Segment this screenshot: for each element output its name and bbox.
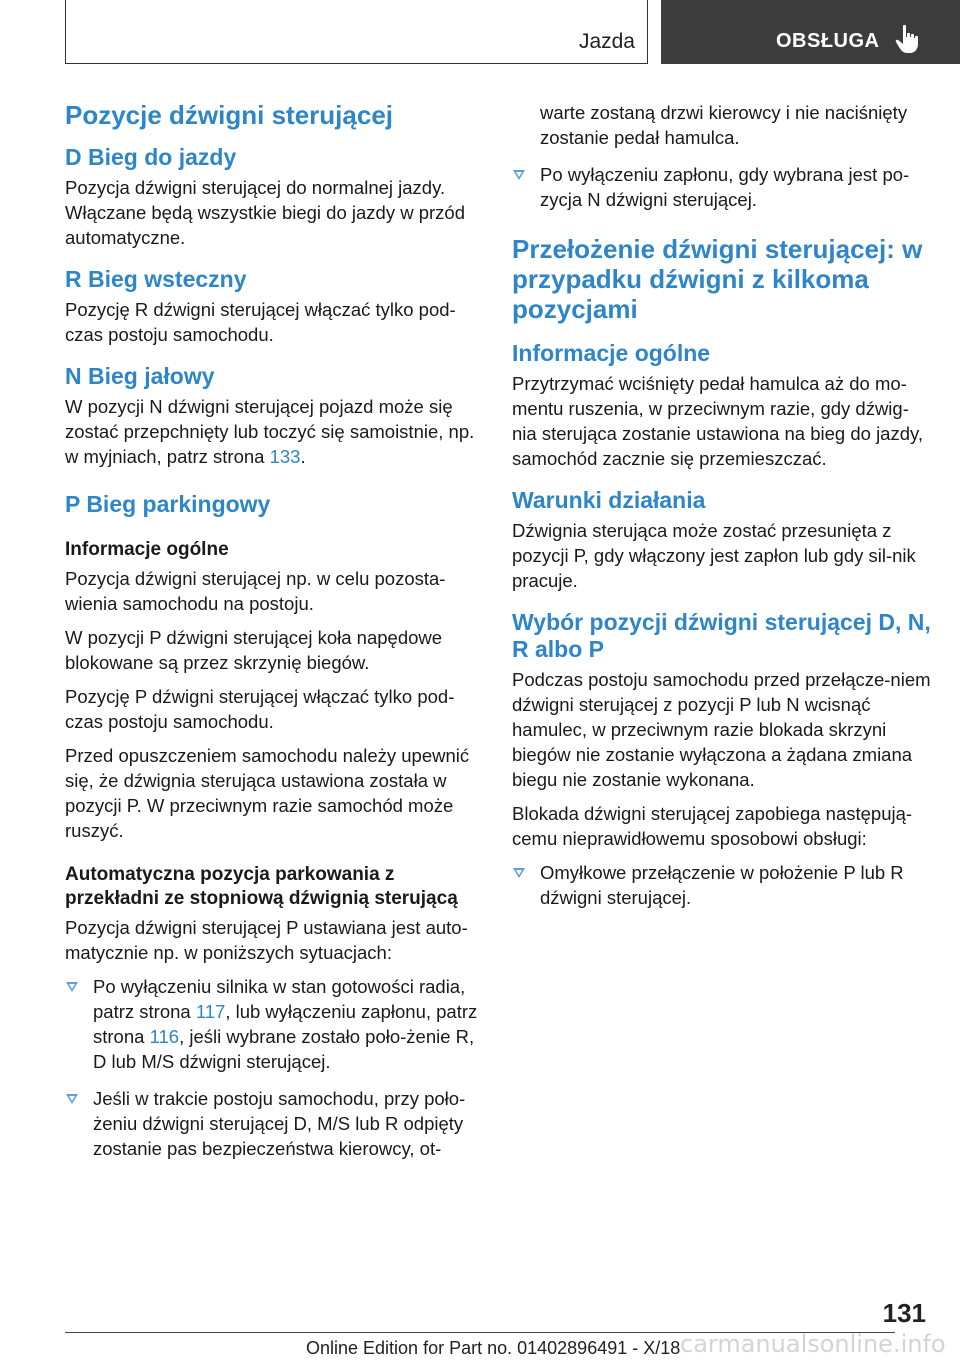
paragraph-general-info: Przytrzymać wciśnięty pedał hamulca aż do mo-mentu ruszenia, w przeciwnym razie, gdy dźwig-nia sterująca zostanie ustawiona na bieg do jazdy, samochód zacznie się przemieszczać.: [512, 373, 924, 469]
paragraph-d-gear: Pozycja dźwigni sterującej do normalnej jazdy. Włączane będą wszystkie biegi do jazdy w przód automatyczne.: [65, 177, 465, 248]
page-link-133[interactable]: 133: [269, 446, 301, 467]
heading-conditions: Warunki działania: [512, 487, 706, 513]
page-number: 131: [882, 1298, 926, 1328]
page-title: Pozycje dźwigni sterującej: [65, 100, 393, 130]
section-title: Jazda: [578, 30, 635, 53]
heading-n-gear: N Bieg jałowy: [65, 363, 215, 389]
paragraph-p-1: Pozycja dźwigni sterującej np. w celu pozosta-wienia samochodu na postoju.: [65, 568, 446, 614]
n-text-before: W pozycji N dźwigni sterującej pojazd może się zostać przepchnięty lub toczyć się samoistnie, np. w myjniach, patrz strona: [65, 396, 475, 467]
paragraph-p-2: W pozycji P dźwigni sterującej koła napędowe blokowane są przez skrzynię biegów.: [65, 627, 443, 673]
list-item-continuation: warte zostaną drzwi kierowcy i nie naciśnięty zostanie pedał hamulca.: [540, 102, 908, 148]
heading-d-gear: D Bieg do jazdy: [65, 144, 237, 170]
paragraph-r-gear: Pozycję R dźwigni sterującej włączać tylko pod-czas postoju samochodu.: [65, 299, 456, 345]
heading-select-position: Wybór pozycji dźwigni sterującej D, N, R albo P: [512, 609, 931, 662]
left-column: [65, 100, 485, 1173]
triangle-bullet-icon: [513, 170, 525, 180]
triangle-bullet-icon: [66, 982, 78, 992]
heading-switch-lever: Przełożenie dźwigni sterującej: w przypadku dźwigni z kilkoma pozycjami: [512, 234, 923, 324]
right-column: [512, 100, 932, 922]
paragraph-select-1: Podczas postoju samochodu przed przełącze-niem dźwigni sterującej z pozycji P lub N wcisnąć hamulec, w przeciwnym razie blokada skrzyni biegów nie zostanie wyłączona a żądana zmiana biegu nie zostanie wykonana.: [512, 669, 931, 790]
select-list: [512, 860, 932, 910]
paragraph-p-3: Pozycję P dźwigni sterującej włączać tylko pod-czas postoju samochodu.: [65, 686, 455, 732]
list-item: Omyłkowe przełączenie w położenie P lub R dźwigni sterującej.: [512, 860, 932, 910]
paragraph-n-gear: [65, 394, 485, 469]
page-link-116[interactable]: 116: [149, 1026, 180, 1047]
watermark: carmanualsonline.info: [680, 1330, 946, 1358]
paragraph-conditions: Dźwignia sterująca może zostać przesunięta z pozycji P, gdy włączony jest zapłon lub gdy sil-nik pracuje.: [512, 520, 916, 591]
heading-p-gear: P Bieg parkingowy: [65, 491, 271, 517]
auto-park-list-cont: [512, 162, 932, 212]
heading-auto-park: Automatyczna pozycja parkowania z przekładni ze stopniową dźwignią sterującą: [65, 864, 458, 909]
heading-r-gear: R Bieg wsteczny: [65, 266, 247, 292]
header-section-box: [65, 0, 648, 64]
paragraph-auto-park: Pozycja dźwigni sterującej P ustawiana jest auto-matycznie np. w poniższych sytuacjach:: [65, 917, 468, 963]
page-link-117[interactable]: 117: [195, 1001, 226, 1022]
n-text-after: .: [300, 446, 306, 467]
heading-general-info: Informacje ogólne: [512, 340, 711, 366]
list-item: Po wyłączeniu silnika w stan gotowości radia, patrz strona 117, lub wyłączeniu zapłonu, patrz strona 116, jeśli wybrane zostało poło-żenie R, D lub M/S dźwigni sterującej.: [65, 974, 485, 1074]
header-chapter-box: [661, 0, 960, 64]
chapter-title: OBSŁUGA: [776, 30, 880, 52]
triangle-bullet-icon: [66, 1094, 78, 1104]
pointing-hand-icon: [895, 24, 921, 54]
triangle-bullet-icon: [513, 868, 525, 878]
list-item: Jeśli w trakcie postoju samochodu, przy poło-żeniu dźwigni sterującej D, M/S lub R odpięty zostanie pas bezpieczeństwa kierowcy, ot-: [65, 1086, 485, 1161]
list-item: Po wyłączeniu zapłonu, gdy wybrana jest po-zycja N dźwigni sterującej.: [512, 162, 932, 212]
edition-text: Online Edition for Part no. 01402896491 - X/18: [306, 1338, 681, 1358]
auto-park-list: [65, 974, 485, 1161]
paragraph-select-2: Blokada dźwigni sterującej zapobiega następują-cemu nieprawidłowemu sposobowi obsługi:: [512, 803, 913, 849]
paragraph-p-4: Przed opuszczeniem samochodu należy upewnić się, że dźwignia sterująca ustawiona została w pozycji P. W przeciwnym razie samochód może ruszyć.: [65, 745, 470, 841]
heading-p-general-info: Informacje ogólne: [65, 539, 229, 560]
